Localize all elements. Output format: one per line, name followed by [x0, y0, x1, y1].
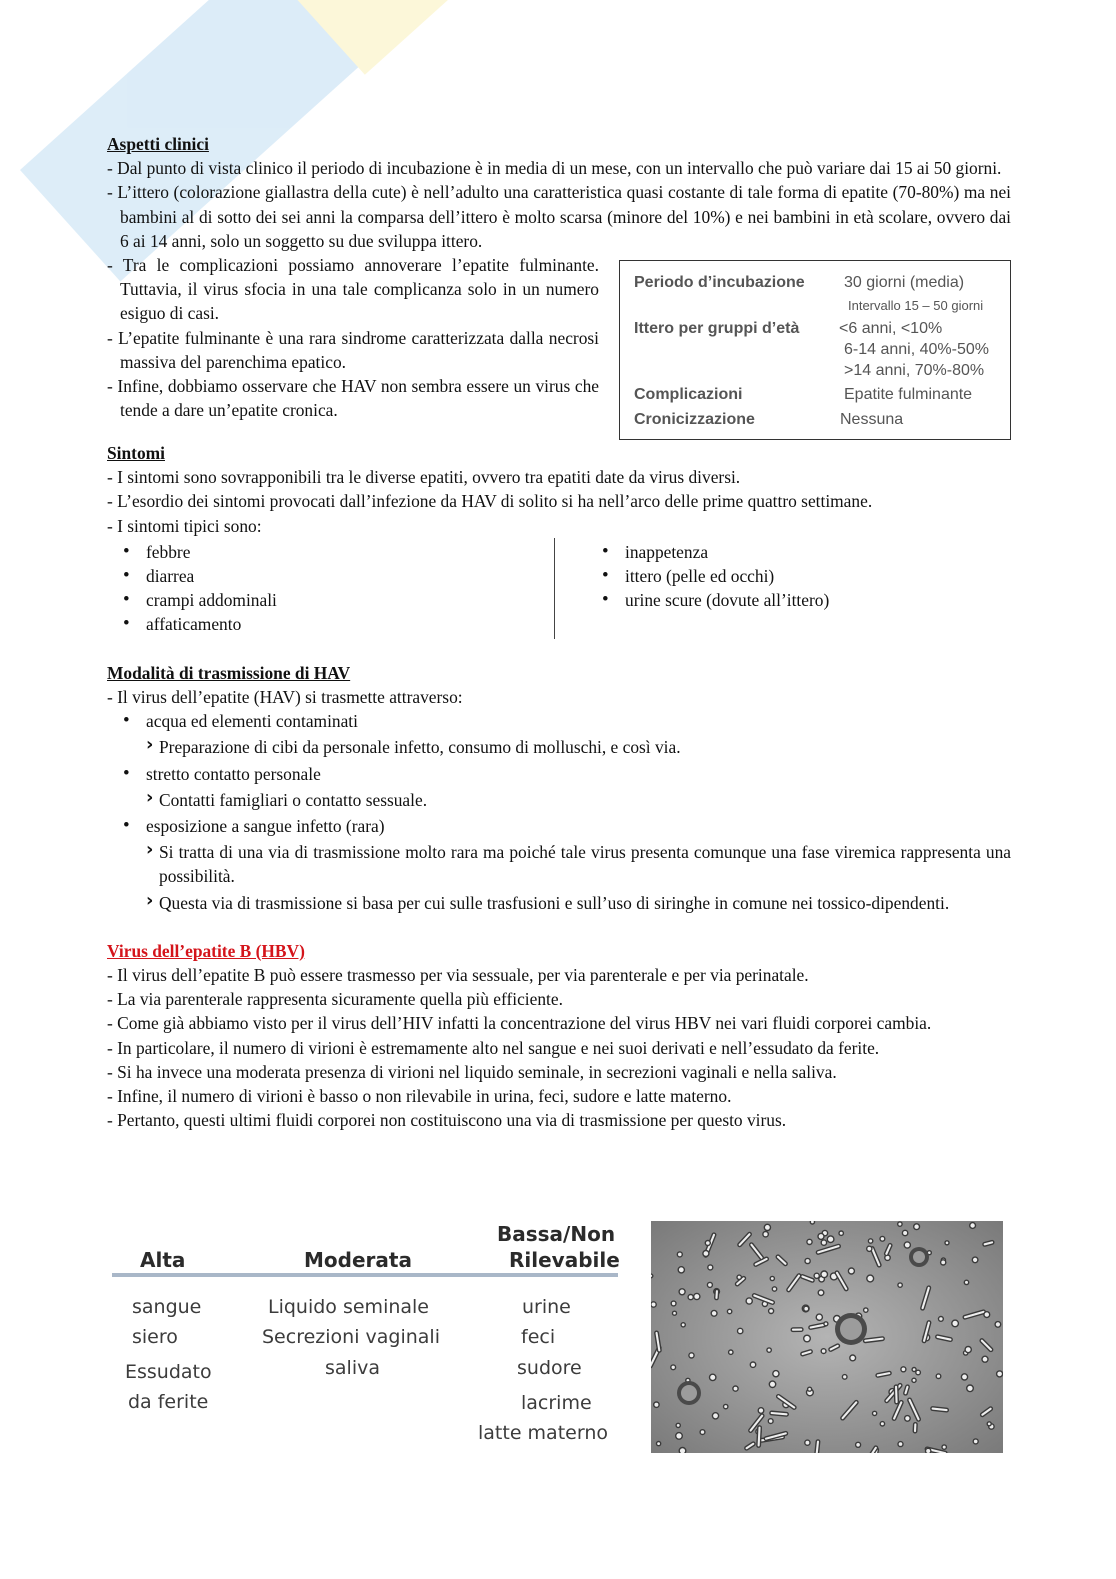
virion-particle	[708, 1265, 713, 1270]
virion-particle	[901, 1367, 906, 1372]
table-cell: saliva	[325, 1357, 380, 1379]
virion-particle	[821, 1240, 826, 1245]
virion-particle	[905, 1416, 911, 1422]
virion-particle	[839, 1231, 843, 1235]
virion-particle	[864, 1308, 868, 1312]
table-cell: urine	[522, 1296, 571, 1318]
filament-particle	[913, 1423, 917, 1433]
list-item: • urine scure (dovute all’ittero)	[600, 588, 1001, 612]
virion-particle	[898, 1222, 902, 1226]
virion-particle	[987, 1422, 991, 1426]
paragraph: - L’ittero (colorazione giallastra della cute) è nell’adulto una caratteristica quasi costante di tale forma di epatite (70-80%) ma nei bambini al di sotto dei sei anni la comparsa dell’ittero è molto scarsa (minore del 10%) e nei bambini in età scolare, ovvero dai 6 ai 14 anni, solo un soggetto su due sviluppa ittero.	[107, 182, 1011, 251]
virion-particle	[746, 1298, 752, 1304]
virion-particle	[700, 1430, 705, 1435]
column-header-high: Alta	[140, 1248, 186, 1272]
table-cell: feci	[521, 1326, 556, 1348]
virion-particle	[961, 1374, 967, 1380]
virion-particle	[679, 1448, 686, 1454]
table-label: Complicazioni	[634, 386, 743, 404]
virion-particle	[912, 1378, 916, 1382]
virion-particle	[804, 1335, 811, 1342]
paragraph: - L’esordio dei sintomi provocati dall’infezione da HAV di solito si ha nell’arco delle prime quattro settimane.	[107, 491, 873, 512]
virion-particle	[677, 1252, 682, 1257]
virion-particle	[773, 1371, 779, 1377]
virion-particle	[973, 1439, 978, 1444]
table-label: Ittero per gruppi d’età	[634, 320, 800, 338]
table-cell: da ferite	[128, 1391, 209, 1413]
virion-particle	[750, 1362, 755, 1367]
virion-particle	[808, 1387, 812, 1391]
table-value: 30 giorni (media)	[844, 274, 965, 292]
virion-particle	[738, 1328, 743, 1333]
virion-particle	[982, 1356, 988, 1362]
column-header-low: Rilevabile	[509, 1248, 620, 1272]
virion-particle	[679, 1289, 685, 1295]
paragraph: - Si ha invece una moderata presenza di virioni nel liquido seminale, in secrezioni vaginali e nella saliva.	[107, 1061, 837, 1082]
heading-symptoms: Sintomi	[107, 443, 165, 464]
virion-particle	[767, 1348, 771, 1352]
virion-particle	[763, 1232, 768, 1237]
virion-particle	[842, 1375, 847, 1380]
virion-particle	[821, 1349, 826, 1354]
hbv-micrograph-image	[651, 1221, 1003, 1453]
heading-clinical: Aspetti clinici	[107, 134, 209, 154]
hav-summary-table	[619, 260, 1011, 440]
filament-particle	[791, 1328, 803, 1332]
virion-particle	[867, 1275, 874, 1282]
table-value: Nessuna	[840, 411, 904, 429]
virion-particle	[952, 1320, 959, 1327]
list-item: • febbre	[121, 540, 554, 564]
virion-particle	[818, 1233, 824, 1239]
table-value: >14 anni, 70%-80%	[844, 362, 985, 380]
virion-particle	[997, 1371, 1003, 1377]
virion-particle	[712, 1413, 718, 1419]
virion-particle	[805, 1440, 810, 1445]
virion-particle	[657, 1442, 661, 1446]
virion-particle	[916, 1370, 921, 1375]
virion-particle	[710, 1374, 716, 1380]
virion-particle	[689, 1353, 694, 1358]
virion-particle	[651, 1302, 656, 1307]
heading-transmission: Modalità di trasmissione di HAV	[107, 662, 351, 683]
virion-particle	[694, 1293, 700, 1299]
paragraph: - Il virus dell’epatite B può essere trasmesso per via sessuale, per via parenterale e per via perinatale.	[107, 965, 809, 986]
filament-particle	[770, 1411, 789, 1416]
virion-particle	[995, 1322, 1001, 1328]
column-header-moderate: Moderata	[304, 1248, 412, 1272]
virion-particle	[671, 1301, 676, 1306]
virion-particle	[941, 1260, 946, 1265]
filament-particle	[757, 1426, 762, 1447]
paragraph: - In particolare, il numero di virioni è estremamente alto nel sangue e nei suoi derivati e nell’essudato da ferite.	[107, 1037, 880, 1058]
paragraph: - I sintomi sono sovrapponibili tra le diverse epatiti, ovvero tra epatiti date da virus diversi.	[107, 467, 741, 488]
virion-particle	[772, 1287, 776, 1291]
paragraph: - Come già abbiamo visto per il virus dell’HIV infatti la concentrazione del virus HBV nei vari fluidi corporei cambia.	[107, 1013, 932, 1034]
table-cell: siero	[132, 1326, 178, 1348]
virion-particle	[810, 1221, 814, 1224]
paragraph: - I sintomi tipici sono:	[107, 515, 262, 536]
paragraph: - La via parenterale rappresenta sicuramente quella più efficiente.	[107, 989, 563, 1010]
virion-particle	[868, 1239, 872, 1243]
paragraph: - Infine, il numero di virioni è basso o non rilevabile in urina, feci, sudore e latte materno.	[107, 1086, 732, 1107]
list-item: • inappetenza	[600, 540, 1001, 564]
clinical-split	[107, 253, 1011, 440]
virion-particle	[678, 1267, 684, 1273]
table-cell: latte materno	[478, 1422, 608, 1444]
virion-particle	[654, 1402, 659, 1407]
column-header-low: Bassa/Non	[497, 1222, 616, 1246]
symptom-column-right	[554, 538, 1001, 639]
virion-particle	[703, 1251, 709, 1257]
virion-particle	[856, 1442, 861, 1447]
virion-particle	[850, 1355, 856, 1361]
table-value: Epatite fulminante	[844, 386, 973, 404]
list-item: • acqua ed elementi contaminati	[121, 709, 1011, 733]
virion-particle	[769, 1309, 774, 1314]
paragraph: - Infine, dobbiamo osservare che HAV non sembra essere un virus che tende a dare un’epatite cronica.	[107, 376, 599, 421]
virion-particle	[824, 1322, 828, 1326]
virion-particle	[676, 1433, 683, 1440]
virion-particle	[737, 1275, 741, 1279]
list-item: • affaticamento	[121, 612, 554, 636]
virion-particle	[768, 1419, 773, 1424]
virion-particle	[827, 1236, 834, 1243]
virion-particle	[673, 1311, 677, 1315]
virion-particle	[764, 1224, 770, 1230]
virion-particle	[807, 1239, 812, 1244]
list-item: • crampi addominali	[121, 588, 554, 612]
virion-particle	[965, 1347, 971, 1353]
virion-particle	[804, 1306, 809, 1311]
filament-particle	[894, 1385, 898, 1404]
paragraph: - Tra le complicazioni possiamo annoverare l’epatite fulminante. Tuttavia, il virus sfocia in una tale complicanza solo in un numero esiguo di casi.	[107, 255, 599, 324]
sub-item: › Questa via di trasmissione si basa per cui sulle trasfusioni e sull’uso di siringhe in comune nei tossico-dipendenti.	[121, 891, 1011, 915]
virion-particle	[898, 1283, 902, 1287]
list-item: • ittero (pelle ed occhi)	[600, 564, 1001, 588]
symptom-columns	[107, 538, 1011, 639]
virion-particle	[733, 1386, 738, 1391]
virion-particle	[816, 1314, 822, 1320]
virion-particle	[729, 1350, 733, 1354]
table-cell: Secrezioni vaginali	[262, 1326, 440, 1348]
virion-particle	[727, 1309, 731, 1313]
virion-particle	[912, 1368, 916, 1372]
virion-particle	[967, 1385, 974, 1392]
table-value: Intervallo 15 – 50 giorni	[848, 298, 984, 314]
virion-particle	[867, 1246, 872, 1251]
sub-item: › Preparazione di cibi da personale infetto, consumo di molluschi, e così via.	[121, 735, 1011, 759]
virion-particle	[972, 1257, 978, 1263]
header-rule	[112, 1273, 618, 1277]
paragraph: - Il virus dell’epatite (HAV) si trasmette attraverso:	[107, 687, 463, 708]
list-item: • diarrea	[121, 564, 554, 588]
virion-particle	[902, 1230, 907, 1235]
virion-particle	[984, 1312, 990, 1318]
page-content	[107, 132, 1011, 1132]
virion-particle	[711, 1310, 717, 1316]
virion-particle	[705, 1241, 710, 1246]
virion-particle	[914, 1224, 920, 1230]
list-item: • esposizione a sangue infetto (rara)	[121, 814, 1011, 838]
virion-particle	[848, 1268, 854, 1274]
virion-particle	[805, 1258, 810, 1263]
virion-particle	[880, 1422, 884, 1426]
virion-particle	[758, 1408, 764, 1414]
table-cell: sangue	[132, 1296, 202, 1318]
virion-particle	[904, 1242, 910, 1248]
virion-particle	[939, 1317, 944, 1322]
table-label: Cronicizzazione	[634, 411, 755, 429]
sub-item: › Si tratta di una via di trasmissione molto rara ma poiché tale virus presenta comunque una fase viremica rappresenta una possibilità.	[121, 840, 1011, 888]
virion-particle	[945, 1241, 949, 1245]
virion-particle	[936, 1374, 941, 1379]
hbv-concentration-table	[112, 1218, 622, 1458]
virion-particle	[926, 1448, 931, 1453]
virion-particle	[681, 1323, 685, 1327]
virion-particle	[724, 1404, 728, 1408]
virion-particle	[769, 1381, 775, 1387]
paragraph: - Dal punto di vista clinico il periodo di incubazione è in media di un mese, con un intervallo che può variare dai 15 ai 50 giorni.	[107, 158, 1002, 179]
heading-hbv: Virus dell’epatite B (HBV)	[107, 940, 305, 961]
table-value: 6-14 anni, 40%-50%	[844, 341, 989, 359]
virion-particle	[898, 1442, 903, 1447]
table-value: <6 anni, <10%	[839, 320, 943, 338]
table-cell: Essudato	[125, 1361, 212, 1383]
symptom-column-left	[107, 538, 554, 639]
virion-particle	[707, 1282, 712, 1287]
sub-item: › Contatti famigliari o contatto sessuale.	[121, 788, 1011, 812]
paragraph: - Pertanto, questi ultimi fluidi corporei non costituiscono una via di trasmissione per questo virus.	[107, 1110, 787, 1131]
table-label: Periodo d’incubazione	[634, 274, 805, 292]
clinical-left-text	[107, 253, 599, 422]
virion-particle	[818, 1290, 824, 1296]
transmission-list	[107, 709, 1011, 915]
list-item: • stretto contatto personale	[121, 762, 1011, 786]
virion-particle	[880, 1236, 885, 1241]
filament-particle	[715, 1289, 719, 1299]
table-cell: Liquido seminale	[268, 1296, 429, 1318]
virion-particle	[770, 1276, 774, 1280]
virion-particle	[676, 1423, 680, 1427]
table-cell: sudore	[517, 1357, 582, 1379]
virion-particle	[970, 1223, 976, 1229]
virion-particle	[671, 1365, 676, 1370]
table-cell: lacrime	[521, 1392, 592, 1414]
virion-particle	[873, 1411, 877, 1415]
virion-particle	[964, 1280, 968, 1284]
virion-particle	[821, 1271, 828, 1278]
paragraph: - L’epatite fulminante è una rara sindrome caratterizzata dalla necrosi massiva del parenchima epatico.	[107, 327, 599, 372]
virion-particle	[942, 1445, 946, 1449]
virion-particle	[688, 1295, 693, 1300]
